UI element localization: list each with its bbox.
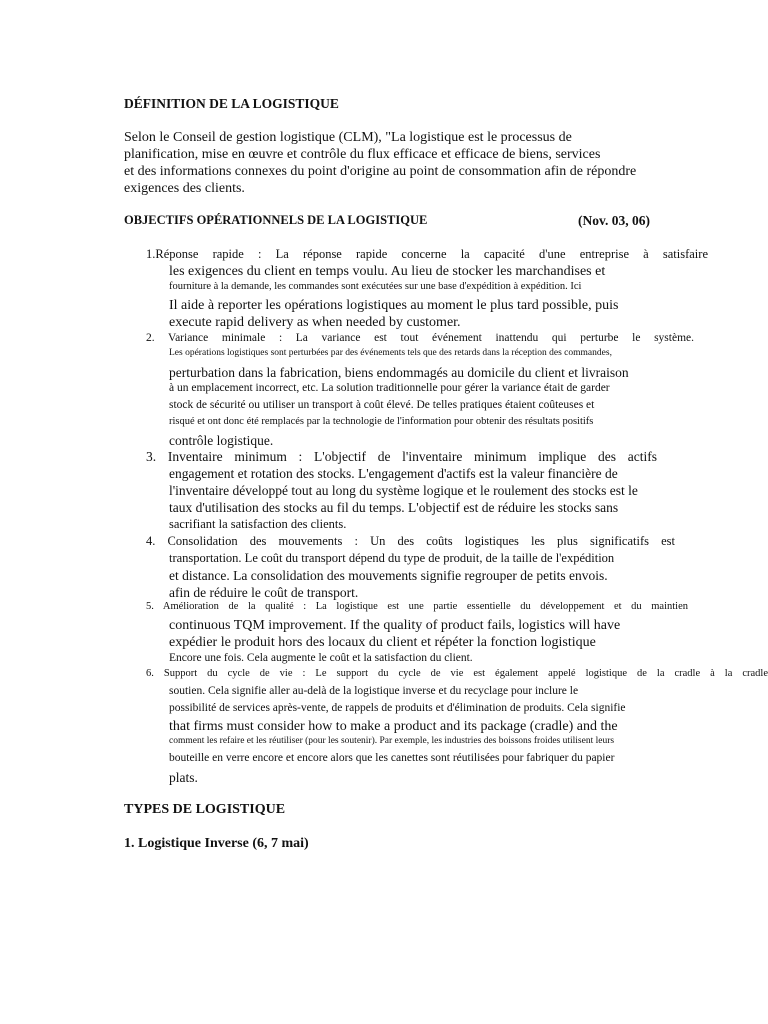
list-item-line: 3. Inventaire minimum : L'objectif de l'inventaire minimum implique des actifs [146,449,657,464]
list-item-line: engagement et rotation des stocks. L'engagement d'actifs est la valeur financière de [169,466,618,481]
section-heading: TYPES DE LOGISTIQUE [124,802,286,817]
list-item-line: 5. Amélioration de la qualité : La logistique est une partie essentielle du développement et du maintien [146,601,688,612]
list-item-line: contrôle logistique. [169,433,274,448]
list-item-line: afin de réduire le coût de transport. [169,585,359,600]
list-item-line: 4. Consolidation des mouvements : Un des coûts logistiques les plus significatifs est [146,534,675,548]
objectives-date: (Nov. 03, 06) [578,213,650,228]
list-item-line: Il aide à reporter les opérations logistiques au moment le plus tard possible, puis [169,298,619,313]
list-item-line: expédier le produit hors des locaux du client et répéter la fonction logistique [169,635,596,650]
list-item-line: l'inventaire développé tout au long du système logique et le roulement des stocks est le [169,483,638,498]
list-item-line: Encore une fois. Cela augmente le coût et la satisfaction du client. [169,652,473,664]
subsection-heading: 1. Logistique Inverse (6, 7 mai) [124,836,309,851]
list-item-line: Les opérations logistiques sont perturbées par des événements tels que des retards dans la réception des commandes, [169,348,612,358]
list-item-line: transportation. Le coût du transport dépend du type de produit, de la taille de l'expédition [169,551,615,565]
list-item-line: perturbation dans la fabrication, biens endommagés au domicile du client et livraison [169,365,629,380]
list-item-line: 2. Variance minimale : La variance est tout événement inattendu qui perturbe le système. [146,332,694,344]
list-item-line: comment les refaire et les réutiliser (pour les soutenir). Par exemple, les industries des boissons froides utilisent leurs [169,736,615,746]
list-item-line: possibilité de services après-vente, de rappels de produits et d'élimination de produits. Cela signifie [169,702,626,714]
list-item-line: taux d'utilisation des stocks au fil du temps. L'objectif est de réduire les stocks sans [169,500,619,515]
list-item-line: les exigences du client en temps voulu. Au lieu de stocker les marchandises et [169,264,606,279]
list-item-line: 1.Réponse rapide : La réponse rapide concerne la capacité d'une entreprise à satisfaire [146,247,708,261]
list-item-line: bouteille en verre encore et encore alors que les canettes sont réutilisées pour fabriquer du papier [169,752,615,764]
list-item-line: that firms must consider how to make a product and its package (cradle) and the [169,719,618,734]
objectives-heading: OBJECTIFS OPÉRATIONNELS DE LA LOGISTIQUE [124,213,428,227]
list-item-line: risqué et ont donc été remplacés par la technologie de l'information pour obtenir des résultats positifs [169,416,594,427]
list-item-line: continuous TQM improvement. If the quality of product fails, logistics will have [169,618,621,633]
list-item-line: plats. [169,770,198,785]
intro-line: exigences des clients. [124,181,245,196]
list-item-line: stock de sécurité ou utiliser un transport à coût élevé. De telles pratiques étaient coûteuses et [169,399,595,411]
list-item-line: et distance. La consolidation des mouvements signifie regrouper de petits envois. [169,568,608,583]
intro-line: Selon le Conseil de gestion logistique (CLM), "La logistique est le processus de [124,130,572,145]
intro-line: et des informations connexes du point d'origine au point de consommation afin de répondre [124,164,637,179]
list-item-line: à un emplacement incorrect, etc. La solution traditionnelle pour gérer la variance était de garder [169,382,610,394]
list-item-line: sacrifiant la satisfaction des clients. [169,517,347,531]
list-item-line: 6. Support du cycle de vie : Le support du cycle de vie est également appelé logistique de la cradle à la cradle [146,668,768,679]
intro-line: planification, mise en œuvre et contrôle du flux efficace et efficace de biens, services [124,147,601,162]
list-item-line: fourniture à la demande, les commandes sont exécutées sur une base d'expédition à expédition. Ici [169,281,582,292]
list-item-line: soutien. Cela signifie aller au-delà de la logistique inverse et du recyclage pour inclure le [169,685,579,697]
list-item-line: execute rapid delivery as when needed by customer. [169,315,461,330]
page-title: DÉFINITION DE LA LOGISTIQUE [124,96,339,111]
